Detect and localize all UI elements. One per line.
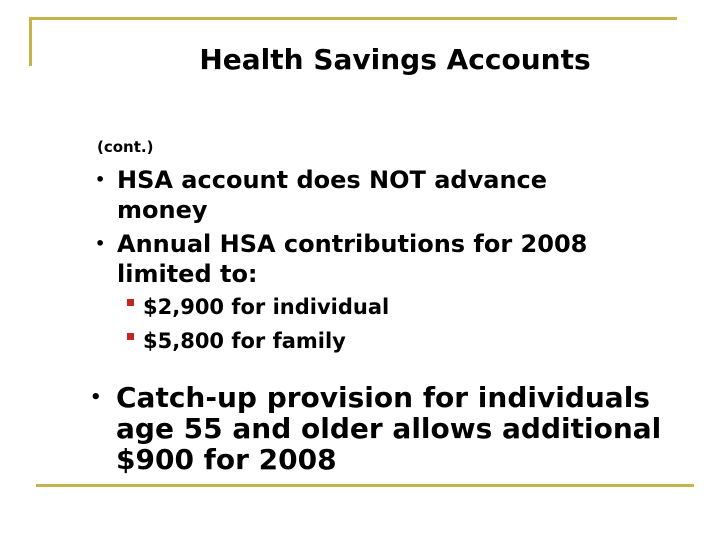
bullet-item-1-line-2: money [117, 196, 208, 224]
bullet-item-3-line-3: $900 for 2008 [116, 443, 337, 476]
sub-bullet-item-1-text: $2,900 for individual [143, 295, 390, 319]
frame-left-line [29, 17, 32, 66]
bullet-item-3-line-2: age 55 and older allows additional [116, 412, 662, 445]
bullet-item-1-line-1: HSA account does NOT advance [117, 166, 548, 194]
bullet-dot-icon: • [95, 234, 106, 253]
bullet-dot-icon: • [90, 387, 102, 408]
slide-subtitle: (cont.) [97, 138, 154, 156]
bullet-item-1 [95, 165, 548, 225]
square-bullet-icon [127, 333, 134, 340]
bullet-item-2 [95, 229, 588, 289]
sub-bullet-item-1 [143, 293, 389, 321]
frame-bottom-line [36, 484, 694, 487]
bullet-item-3-line-1: Catch-up provision for individuals [116, 381, 650, 414]
frame-top-line [29, 17, 677, 20]
sub-bullet-item-2-text: $5,800 for family [143, 329, 346, 353]
bullet-dot-icon: • [95, 170, 106, 189]
slide-title: Health Savings Accounts [199, 43, 591, 76]
bullet-item-2-line-1: Annual HSA contributions for 2008 [117, 230, 588, 258]
bullet-item-3 [90, 381, 662, 476]
sub-bullet-item-2 [143, 327, 346, 355]
square-bullet-icon [127, 299, 134, 306]
bullet-item-2-line-2: limited to: [117, 260, 258, 288]
